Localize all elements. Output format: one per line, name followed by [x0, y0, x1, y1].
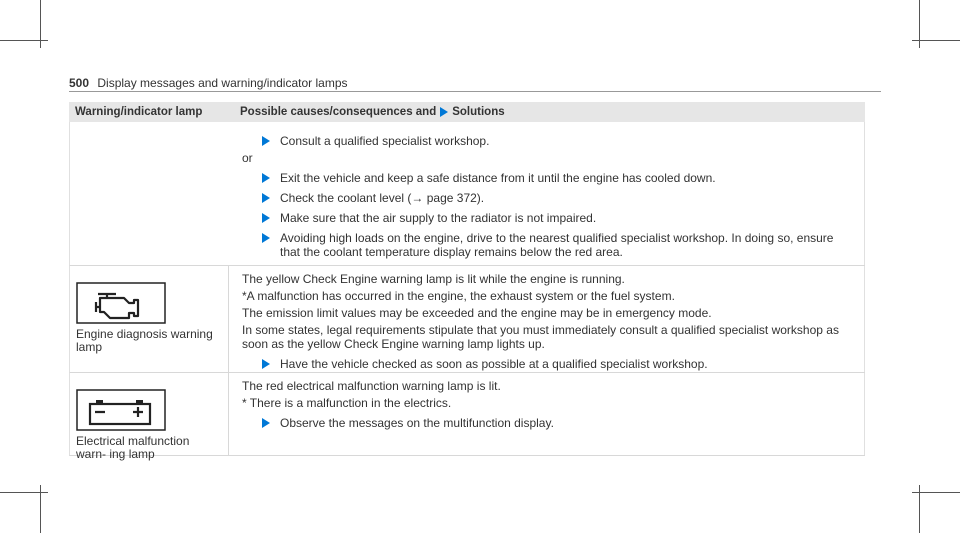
lamp-cell	[70, 122, 229, 265]
table-header	[69, 102, 865, 122]
crop-mark	[0, 40, 48, 41]
arrow-icon	[262, 136, 270, 146]
list-item: Consult a qualified specialist workshop.	[262, 134, 856, 148]
arrow-icon	[262, 193, 270, 203]
list-item: Have the vehicle checked as soon as possible at a qualified specialist workshop.	[262, 357, 856, 371]
crop-mark	[0, 492, 48, 493]
table-row	[69, 266, 865, 373]
table-row	[69, 373, 865, 461]
solutions-cell	[229, 122, 865, 265]
list-item: Observe the messages on the multifunction display.	[262, 416, 856, 430]
header-left: Warning/indicator lamp	[75, 106, 203, 118]
arrow-icon	[262, 418, 270, 428]
crop-mark	[912, 492, 960, 493]
solutions-cell: The yellow Check Engine warning lamp is lit while the engine is running. *A malfunction has occurred in the engine, the exhaust system or the fuel system. The emission limit values may be exceeded and the engine may be in emergency mode. In some states, legal requirements stipulate that you must immediately consult a qualified specialist workshop as soon as the yellow Check Engine warning lamp lights up. Have the vehicle checked as soon as possible at a qualified specialist workshop.	[229, 266, 865, 372]
or-text: or	[242, 151, 253, 165]
check-engine-icon	[76, 282, 166, 324]
list-item: Avoiding high loads on the engine, drive to the nearest qualified specialist workshop. In doing so, ensure that the coolant temperature display remains below the red area.	[262, 231, 856, 259]
crop-mark	[912, 40, 960, 41]
page-number: 500	[69, 76, 90, 90]
battery-icon	[76, 389, 166, 431]
arrow-icon	[440, 107, 448, 117]
arrow-icon	[262, 173, 270, 183]
page-header	[69, 76, 348, 90]
header-divider	[69, 91, 881, 92]
list-item: Check the coolant level (→ page 372).	[262, 191, 856, 205]
warning-lamp-table	[69, 102, 865, 461]
page-title: Display messages and warning/indicator lamps	[97, 76, 348, 90]
list-item: Exit the vehicle and keep a safe distance from it until the engine has cooled down.	[262, 171, 856, 185]
lamp-label: Engine diagnosis warning lamp	[76, 327, 213, 354]
lamp-cell	[70, 266, 229, 372]
arrow-icon	[262, 213, 270, 223]
arrow-icon	[262, 359, 270, 369]
lamp-cell	[70, 373, 229, 461]
header-right: Possible causes/consequences and Solutions	[240, 106, 505, 118]
table-row	[69, 122, 865, 266]
lamp-label: Electrical malfunction warn- ing lamp	[76, 434, 190, 461]
arrow-icon	[262, 233, 270, 243]
list-item: Make sure that the air supply to the radiator is not impaired.	[262, 211, 856, 225]
solutions-cell: The red electrical malfunction warning lamp is lit. * There is a malfunction in the electrics. Observe the messages on the multifunction display.	[229, 373, 865, 455]
